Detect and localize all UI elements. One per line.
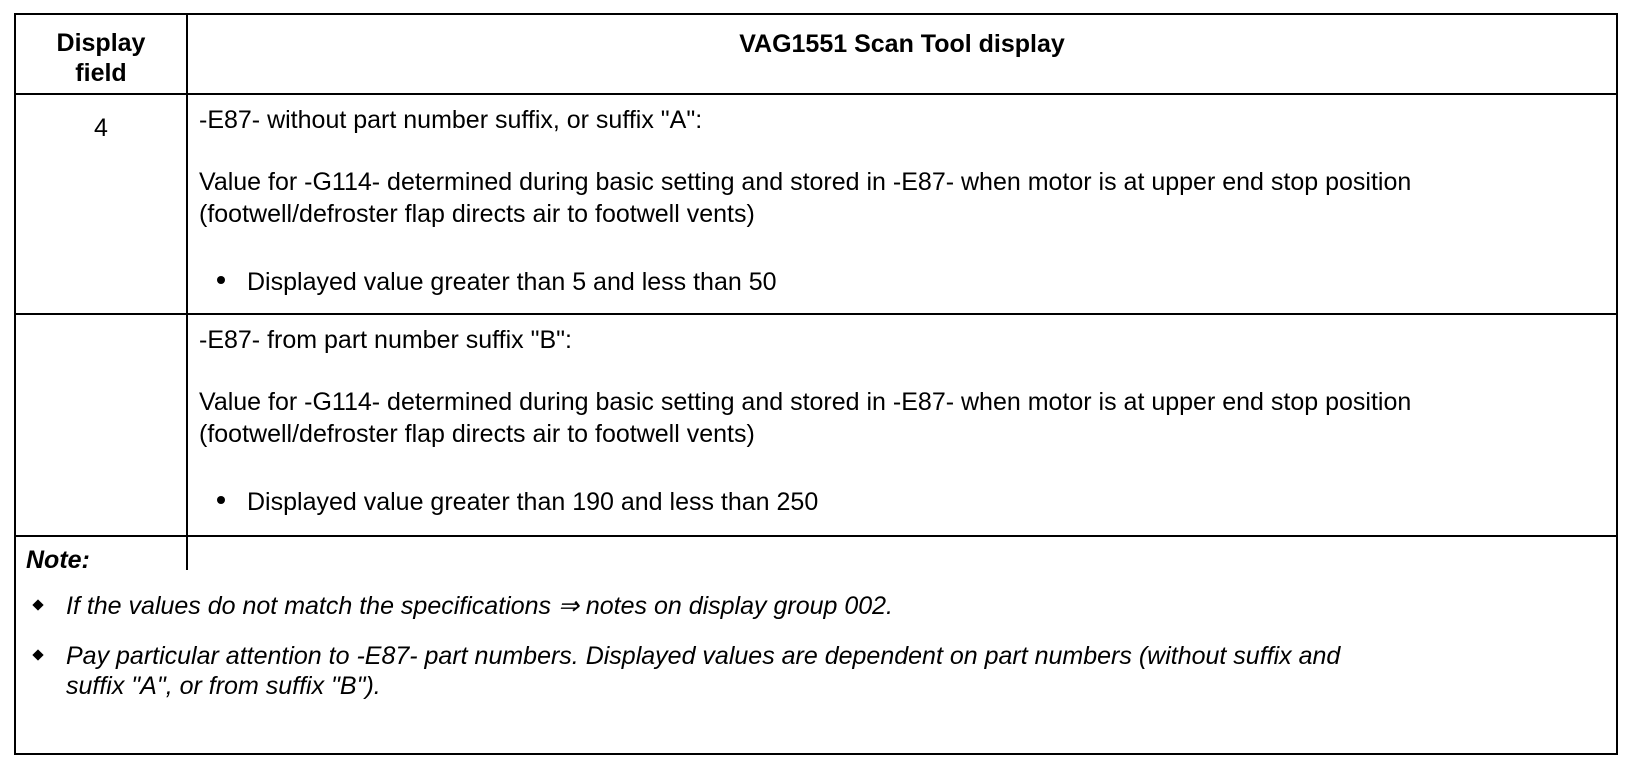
header-scan-tool-display: VAG1551 Scan Tool display	[739, 30, 1065, 58]
header-display-field-line1: Display	[56, 29, 146, 57]
note-item-2	[26, 641, 1586, 701]
bullet-icon	[217, 276, 225, 284]
note-item-1	[26, 591, 1586, 621]
row-1-bullet-text: Displayed value greater than 5 and less than 50	[247, 268, 777, 296]
row-2-value-line2: (footwell/defroster flap directs air to footwell vents)	[199, 420, 755, 448]
header-rule	[16, 93, 1616, 95]
diamond-bullet-icon	[32, 649, 43, 660]
row-1-value-line1: Value for -G114- determined during basic setting and stored in -E87- when motor is at upper end stop position	[199, 168, 1412, 196]
row-2-value-line1: Value for -G114- determined during basic setting and stored in -E87- when motor is at upper end stop position	[199, 388, 1412, 416]
row-2-bullet-item	[199, 487, 818, 517]
header-display-field-line2: field	[75, 59, 127, 87]
note-item-2-text-line2: suffix "A", or from suffix "B").	[66, 672, 381, 700]
header-display-field	[16, 28, 186, 88]
row-1-field: 4	[94, 114, 108, 142]
row-2-heading: -E87- from part number suffix "B":	[199, 326, 572, 354]
diamond-bullet-icon	[32, 599, 43, 610]
table-bottom-rule	[16, 535, 1616, 537]
column-divider	[186, 15, 188, 570]
row-1-value-line2: (footwell/defroster flap directs air to footwell vents)	[199, 200, 755, 228]
row-1-bullet-item	[199, 267, 777, 297]
bullet-icon	[217, 496, 225, 504]
row-2-bullet-text: Displayed value greater than 190 and less than 250	[247, 488, 819, 516]
note-item-1-text: If the values do not match the specifications ⇒ notes on display group 002.	[66, 592, 894, 620]
row-1-heading: -E87- without part number suffix, or suffix "A":	[199, 106, 703, 134]
scan-tool-table	[14, 13, 1618, 755]
row-1-rule	[16, 313, 1616, 315]
note-item-2-text-line1: Pay particular attention to -E87- part numbers. Displayed values are dependent on part numbers (without suffix and	[66, 642, 1341, 670]
note-title: Note:	[26, 546, 90, 574]
